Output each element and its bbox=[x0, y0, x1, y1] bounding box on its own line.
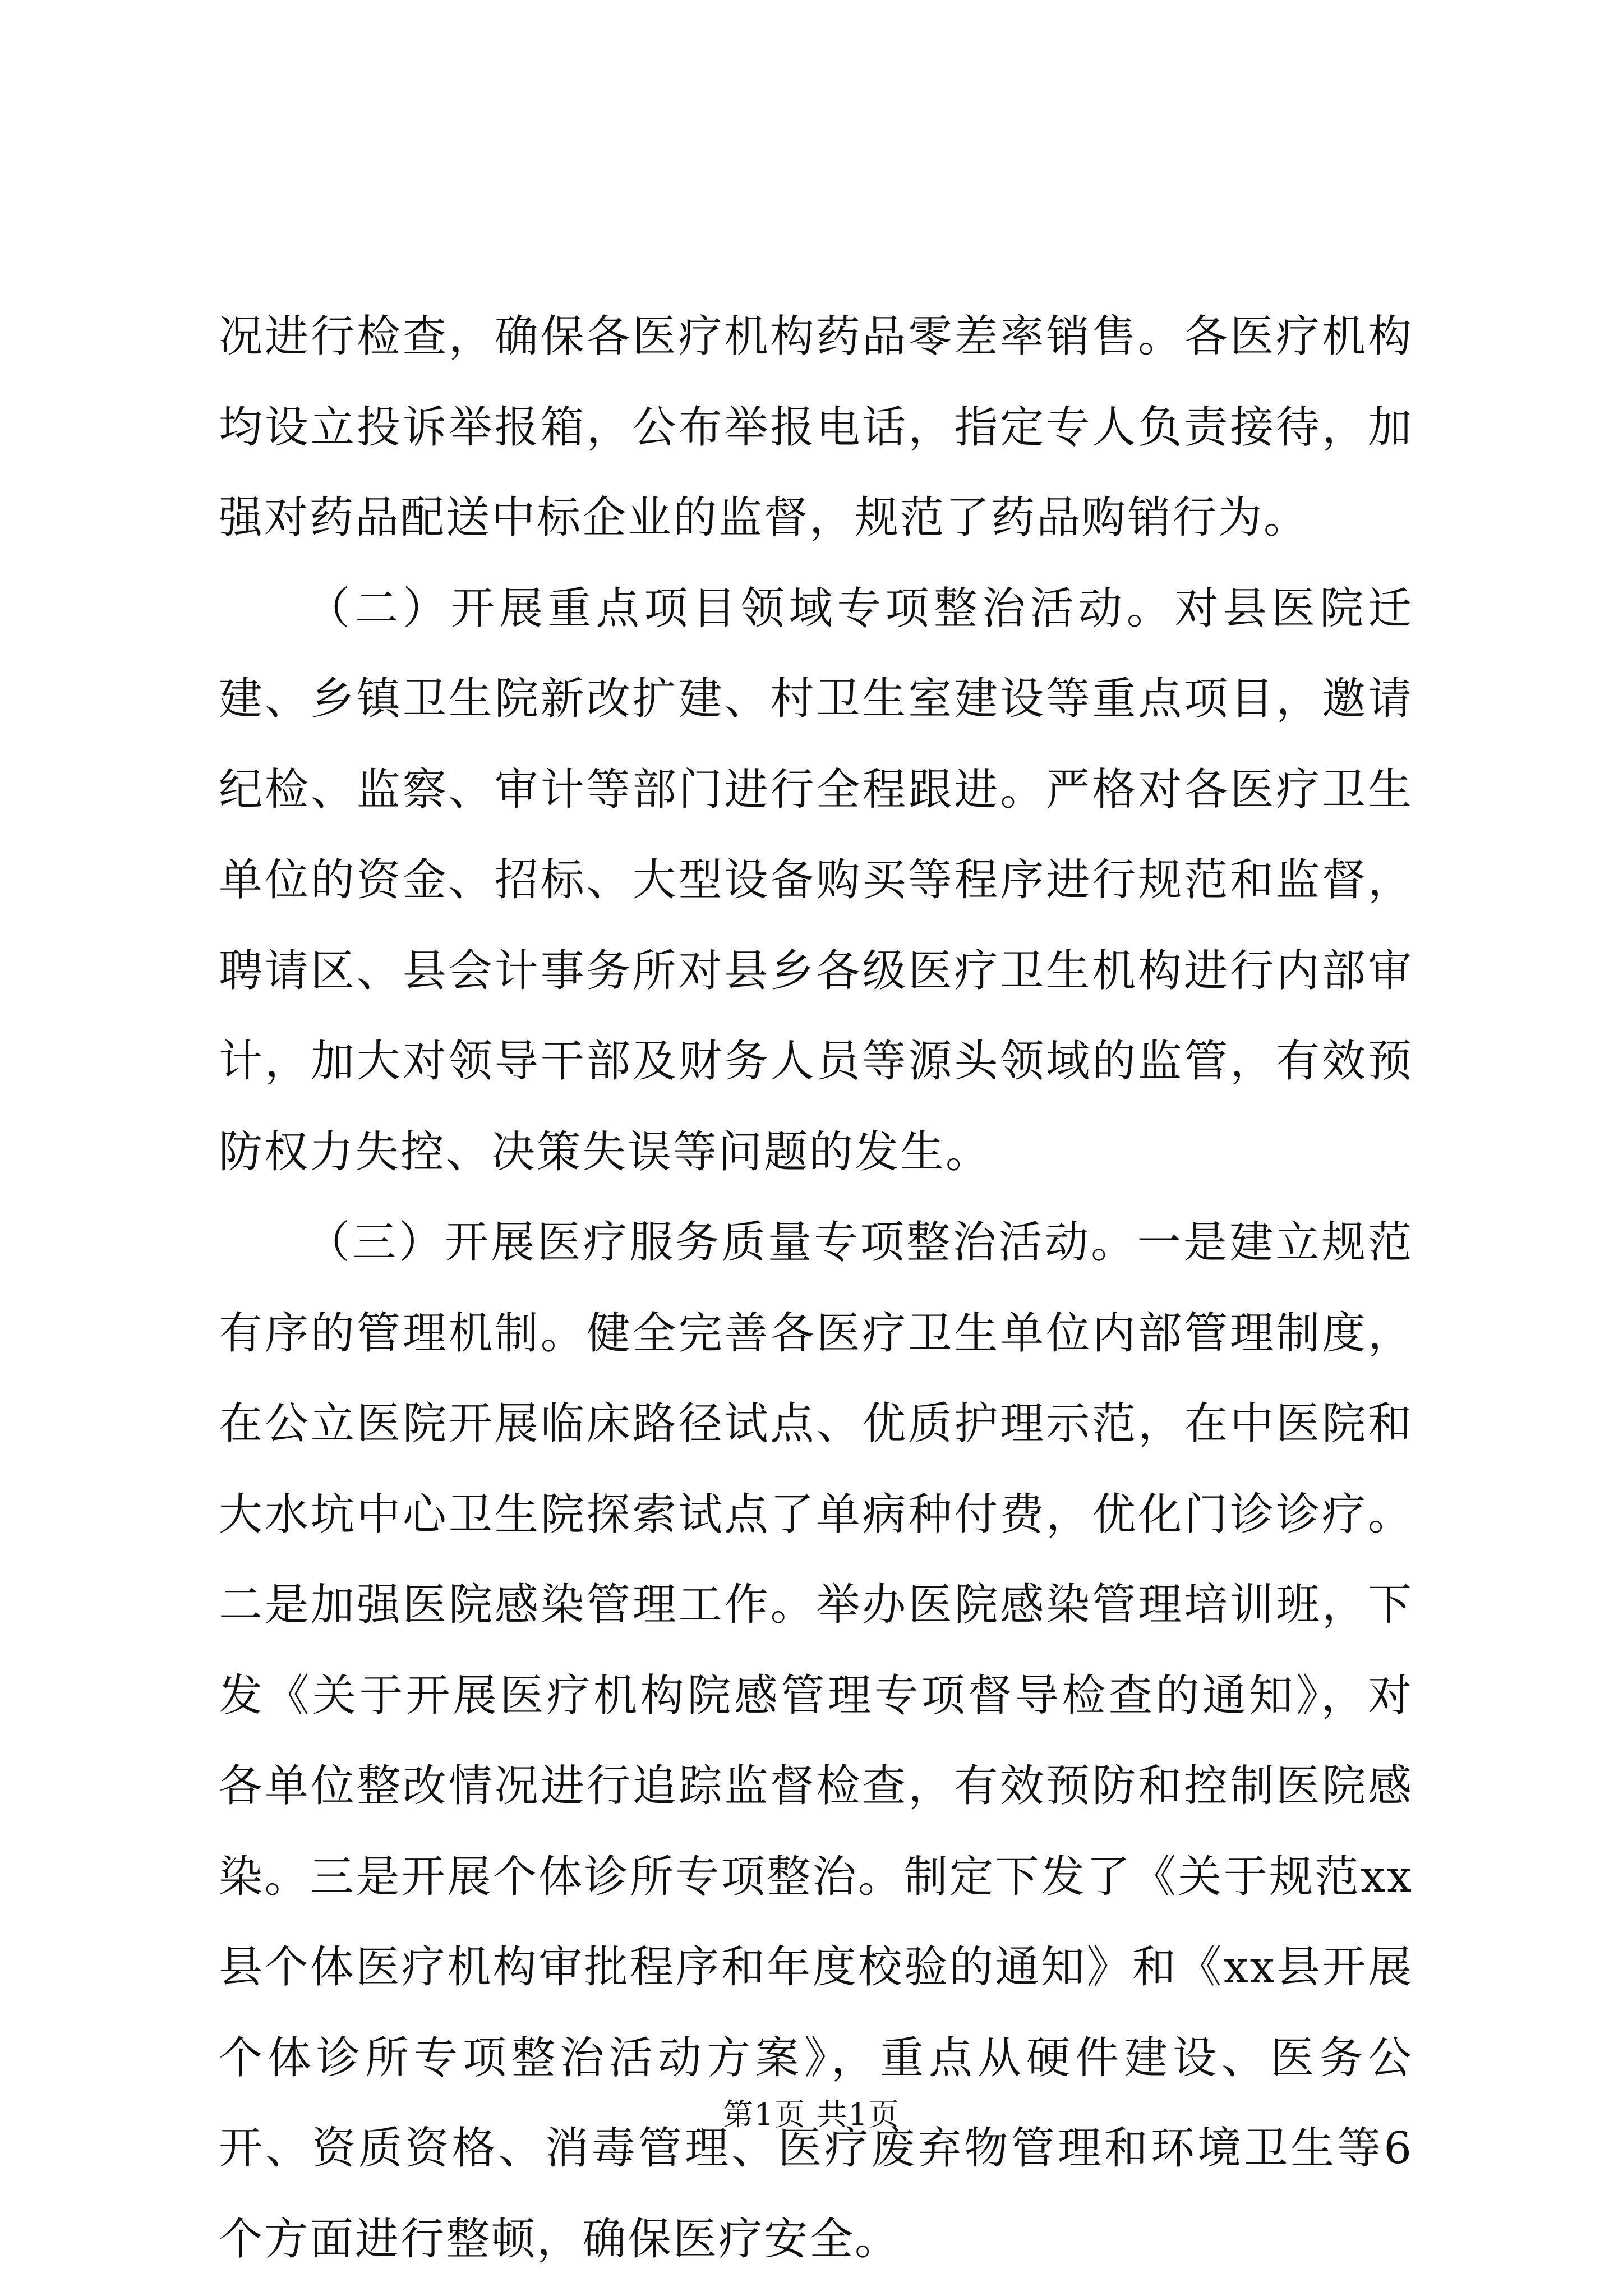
paragraph-key-projects: （二）开展重点项目领域专项整治活动。对县医院迁建、乡镇卫生院新改扩建、村卫生室建设等重点项目，邀请纪检、监察、审计等部门进行全程跟进。严格对各医疗卫生单位的资金、招标、大型设备购买等程序进行规范和监督，聘请区、县会计事务所对县乡各级医疗卫生机构进行内部审计，加大对领导干部及财务人员等源头领域的监管，有效预防权力失控、决策失误等问题的发生。 bbox=[219, 583, 1413, 1177]
document-body bbox=[219, 292, 1413, 2285]
paragraph-medical-service-quality: （三）开展医疗服务质量专项整治活动。一是建立规范有序的管理机制。健全完善各医疗卫生单位内部管理制度，在公立医院开展临床路径试点、优质护理示范，在中医院和大水坑中心卫生院探索试点了单病种付费，优化门诊诊疗。二是加强医院感染管理工作。举办医院感染管理培训班，下发《关于开展医疗机构院感管理专项督导检查的通知》，对各单位整改情况进行追踪监督检查，有效预防和控制医院感染。三是开展个体诊所专项整治。制定下发了《关于规范xx县个体医疗机构审批程序和年度校验的通知》和《xx县开展个体诊所专项整治活动方案》，重点从硬件建设、医务公开、资质资格、消毒管理、医疗废弃物管理和环境卫生等6个方面进行整顿，确保医疗安全。 bbox=[219, 1217, 1413, 2265]
page-number-footer: 第1页 共1页 bbox=[723, 2097, 900, 2132]
paragraph-continuation: 况进行检查，确保各医疗机构药品零差率销售。各医疗机构均设立投诉举报箱，公布举报电话，指定专人负责接待，加强对药品配送中标企业的监督，规范了药品购销行为。 bbox=[219, 311, 1413, 543]
